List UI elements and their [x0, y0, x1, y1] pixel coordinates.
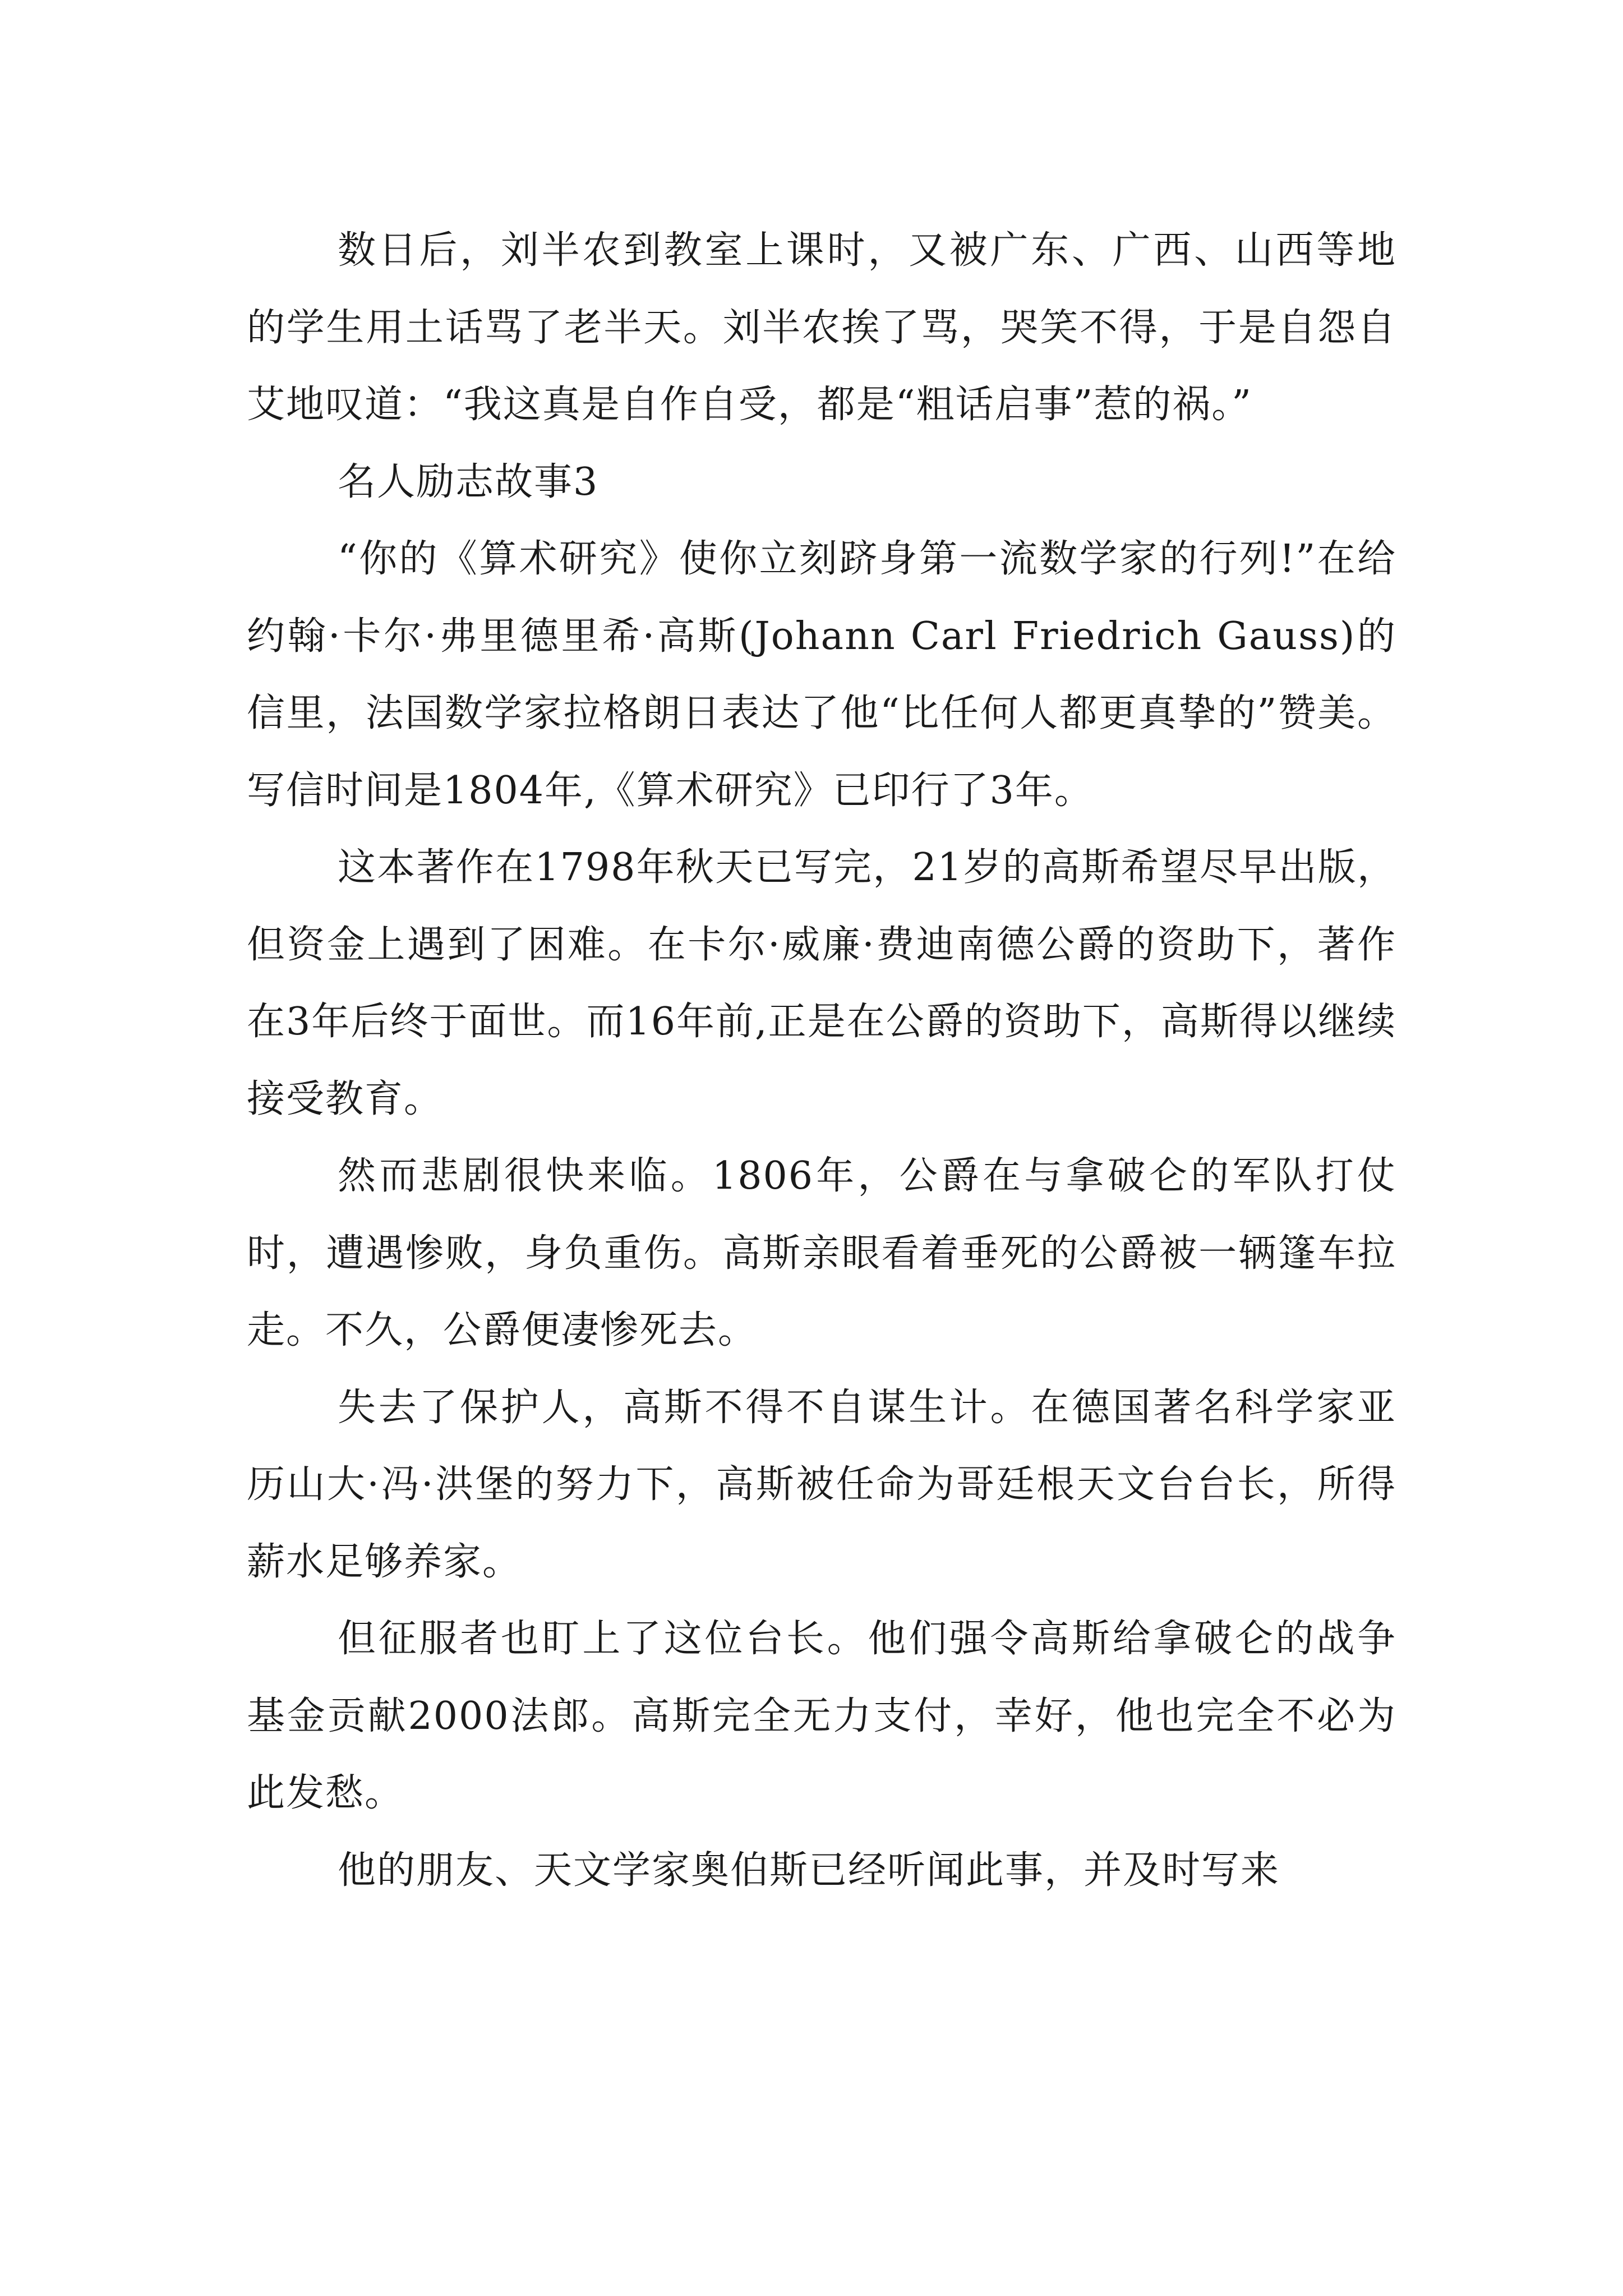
paragraph-1: 数日后，刘半农到教室上课时，又被广东、广西、山西等地的学生用土话骂了老半天。刘半农挨了骂，哭笑不得，于是自怨自艾地叹道：“我这真是自作自受，都是“粗话启事”惹的祸。” [247, 228, 1396, 427]
paragraph-6: 但征服者也盯上了这位台长。他们强令高斯给拿破仑的战争基金贡献2000法郎。高斯完全无力支付，幸好，他也完全不必为此发愁。 [247, 1617, 1396, 1815]
paragraph-4: 然而悲剧很快来临。1806年，公爵在与拿破仑的军队打仗时，遭遇惨败，身负重伤。高斯亲眼看着垂死的公爵被一辆篷车拉走。不久，公爵便凄惨死去。 [247, 1154, 1396, 1352]
section-heading: 名人励志故事3 [338, 459, 599, 504]
document-body [247, 212, 1396, 1909]
paragraph-7: 他的朋友、天文学家奥伯斯已经听闻此事，并及时写来 [338, 1848, 1280, 1893]
paragraph-2: “你的《算术研究》使你立刻跻身第一流数学家的行列!”在给约翰·卡尔·弗里德里希·高斯(Johann Carl Friedrich Gauss)的信里，法国数学家拉格朗日表达了他“比任何人都更真挚的”赞美。写信时间是1804年,《算术研究》已印行了3年。 [247, 537, 1396, 813]
paragraph-3: 这本著作在1798年秋天已写完，21岁的高斯希望尽早出版，但资金上遇到了困难。在卡尔·威廉·费迪南德公爵的资助下，著作在3年后终于面世。而16年前,正是在公爵的资助下，高斯得以继续接受教育。 [247, 845, 1396, 1121]
paragraph-5: 失去了保护人，高斯不得不自谋生计。在德国著名科学家亚历山大·冯·洪堡的努力下，高斯被任命为哥廷根天文台台长，所得薪水足够养家。 [247, 1385, 1396, 1584]
